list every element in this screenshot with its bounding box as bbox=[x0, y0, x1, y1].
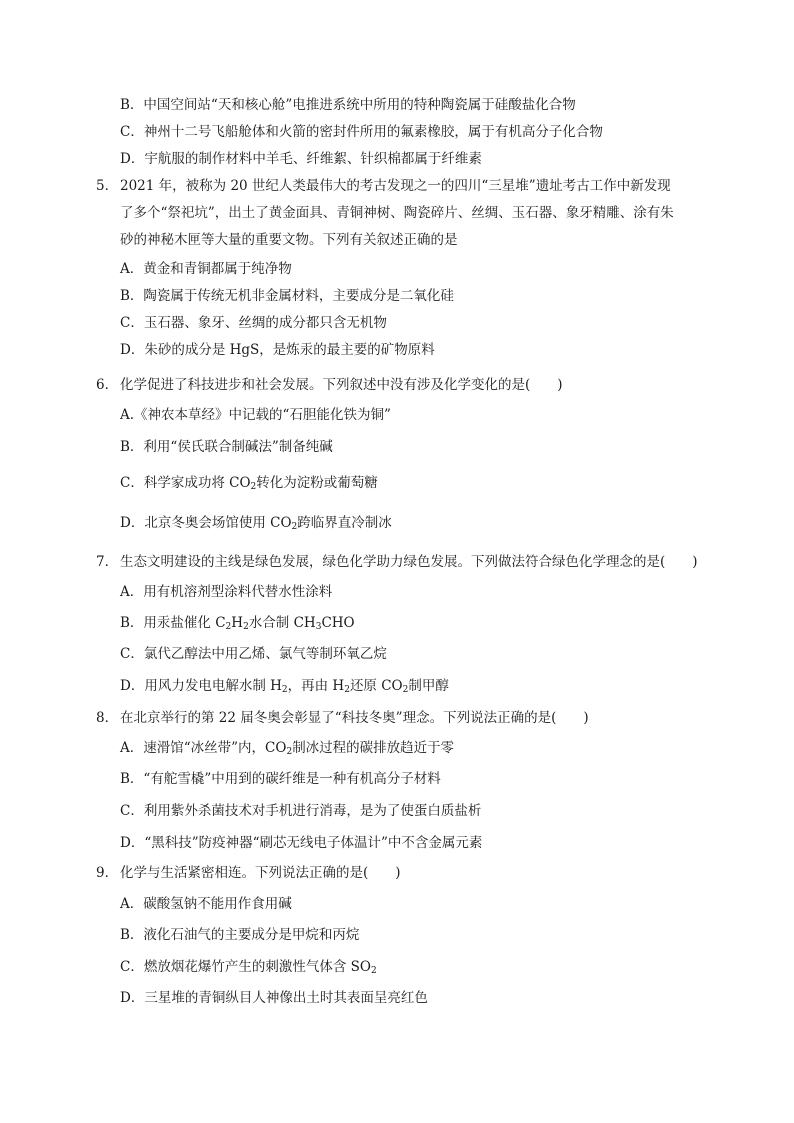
q7-option-c: C．氯代乙醇法中用乙烯、氯气等制环氧乙烷 bbox=[120, 646, 387, 662]
q5-stem-line-3: 砂的神秘木匣等大量的重要文物。下列有关叙述正确的是 bbox=[120, 232, 458, 248]
q8-option-d: D．“黑科技”防疫神器“刷芯无线电子体温计”中不含金属元素 bbox=[120, 835, 483, 851]
q5-option-b: B．陶瓷属于传统无机非金属材料，主要成分是二氧化硅 bbox=[120, 288, 454, 304]
q5-stem-line-2: 了多个“祭祀坑”，出土了黄金面具、青铜神树、陶瓷碎片、丝绸、玉石器、象牙精雕、涂有朱 bbox=[120, 205, 674, 221]
q6-option-a: A.《神农本草经》中记载的“石胆能化铁为铜” bbox=[120, 407, 391, 423]
q6-option-b: B．利用“侯氏联合制碱法”制备纯碱 bbox=[120, 439, 333, 455]
q7-option-a: A．用有机溶剂型涂料代替水性涂料 bbox=[120, 584, 333, 600]
q8-number: 8． bbox=[96, 710, 119, 726]
q8-option-c: C．利用紫外杀菌技术对手机进行消毒，是为了使蛋白质盐析 bbox=[120, 803, 482, 819]
q4-option-d: D．宇航服的制作材料中羊毛、纤维絮、针织棉都属于纤维素 bbox=[120, 151, 482, 167]
q4-option-b: B．中国空间站“天和核心舱”电推进系统中所用的特种陶瓷属于硅酸盐化合物 bbox=[120, 97, 576, 113]
q9-option-d: D．三星堆的青铜纵目人神像出土时其表面呈亮红色 bbox=[120, 990, 428, 1006]
q9-number: 9． bbox=[96, 865, 119, 881]
q6-stem: 化学促进了科技进步和社会发展。下列叙述中没有涉及化学变化的是( ) bbox=[120, 377, 563, 393]
q5-stem-line-1: 2021 年，被称为 20 世纪人类最伟大的考古发现之一的四川“三星堆”遗址考古工作中新发现 bbox=[120, 178, 671, 194]
q5-option-a: A．黄金和青铜都属于纯净物 bbox=[120, 261, 292, 277]
q5-option-c: C．玉石器、象牙、丝绸的成分都只含无机物 bbox=[120, 315, 387, 331]
q8-stem: 在北京举行的第 22 届冬奥会彰显了“科技冬奥”理念。下列说法正确的是( ) bbox=[120, 710, 589, 726]
q9-option-a: A．碳酸氢钠不能用作食用碱 bbox=[120, 896, 292, 912]
q9-option-b: B．液化石油气的主要成分是甲烷和丙烷 bbox=[120, 927, 360, 943]
q8-option-a: A．速滑馆“冰丝带”内，$CO_2$制冰过程的碳排放趋近于零 bbox=[120, 740, 455, 757]
q8-option-b: B．“有舵雪橇”中用到的碳纤维是一种有机高分子材料 bbox=[120, 771, 441, 787]
q4-option-c: C．神州十二号飞船舱体和火箭的密封件所用的氟素橡胶，属于有机高分子化合物 bbox=[120, 124, 603, 140]
q9-option-c: C．燃放烟花爆竹产生的刺激性气体含 $SO_2$ bbox=[120, 959, 377, 976]
q7-option-b: B．用汞盐催化 $C_2H_2$水合制 $CH_3CHO$ bbox=[120, 615, 355, 632]
q5-option-d: D．朱砂的成分是 HgS，是炼汞的最主要的矿物原料 bbox=[120, 342, 435, 358]
q5-number: 5． bbox=[96, 178, 119, 194]
q9-stem: 化学与生活紧密相连。下列说法正确的是( ) bbox=[120, 865, 401, 881]
q6-option-d: D．北京冬奥会场馆使用 $CO_2$跨临界直冷制冰 bbox=[120, 515, 392, 532]
q7-option-d: D．用风力发电电解水制 $H_2$，再由 $H_2$还原 $CO_2$制甲醇 bbox=[120, 678, 449, 695]
q6-option-c: C．科学家成功将 $CO_2$转化为淀粉或葡萄糖 bbox=[120, 475, 378, 492]
q7-stem: 生态文明建设的主线是绿色发展，绿色化学助力绿色发展。下列做法符合绿色化学理念的是( ) bbox=[120, 554, 698, 570]
q6-number: 6． bbox=[96, 377, 119, 393]
q7-number: 7． bbox=[96, 554, 119, 570]
